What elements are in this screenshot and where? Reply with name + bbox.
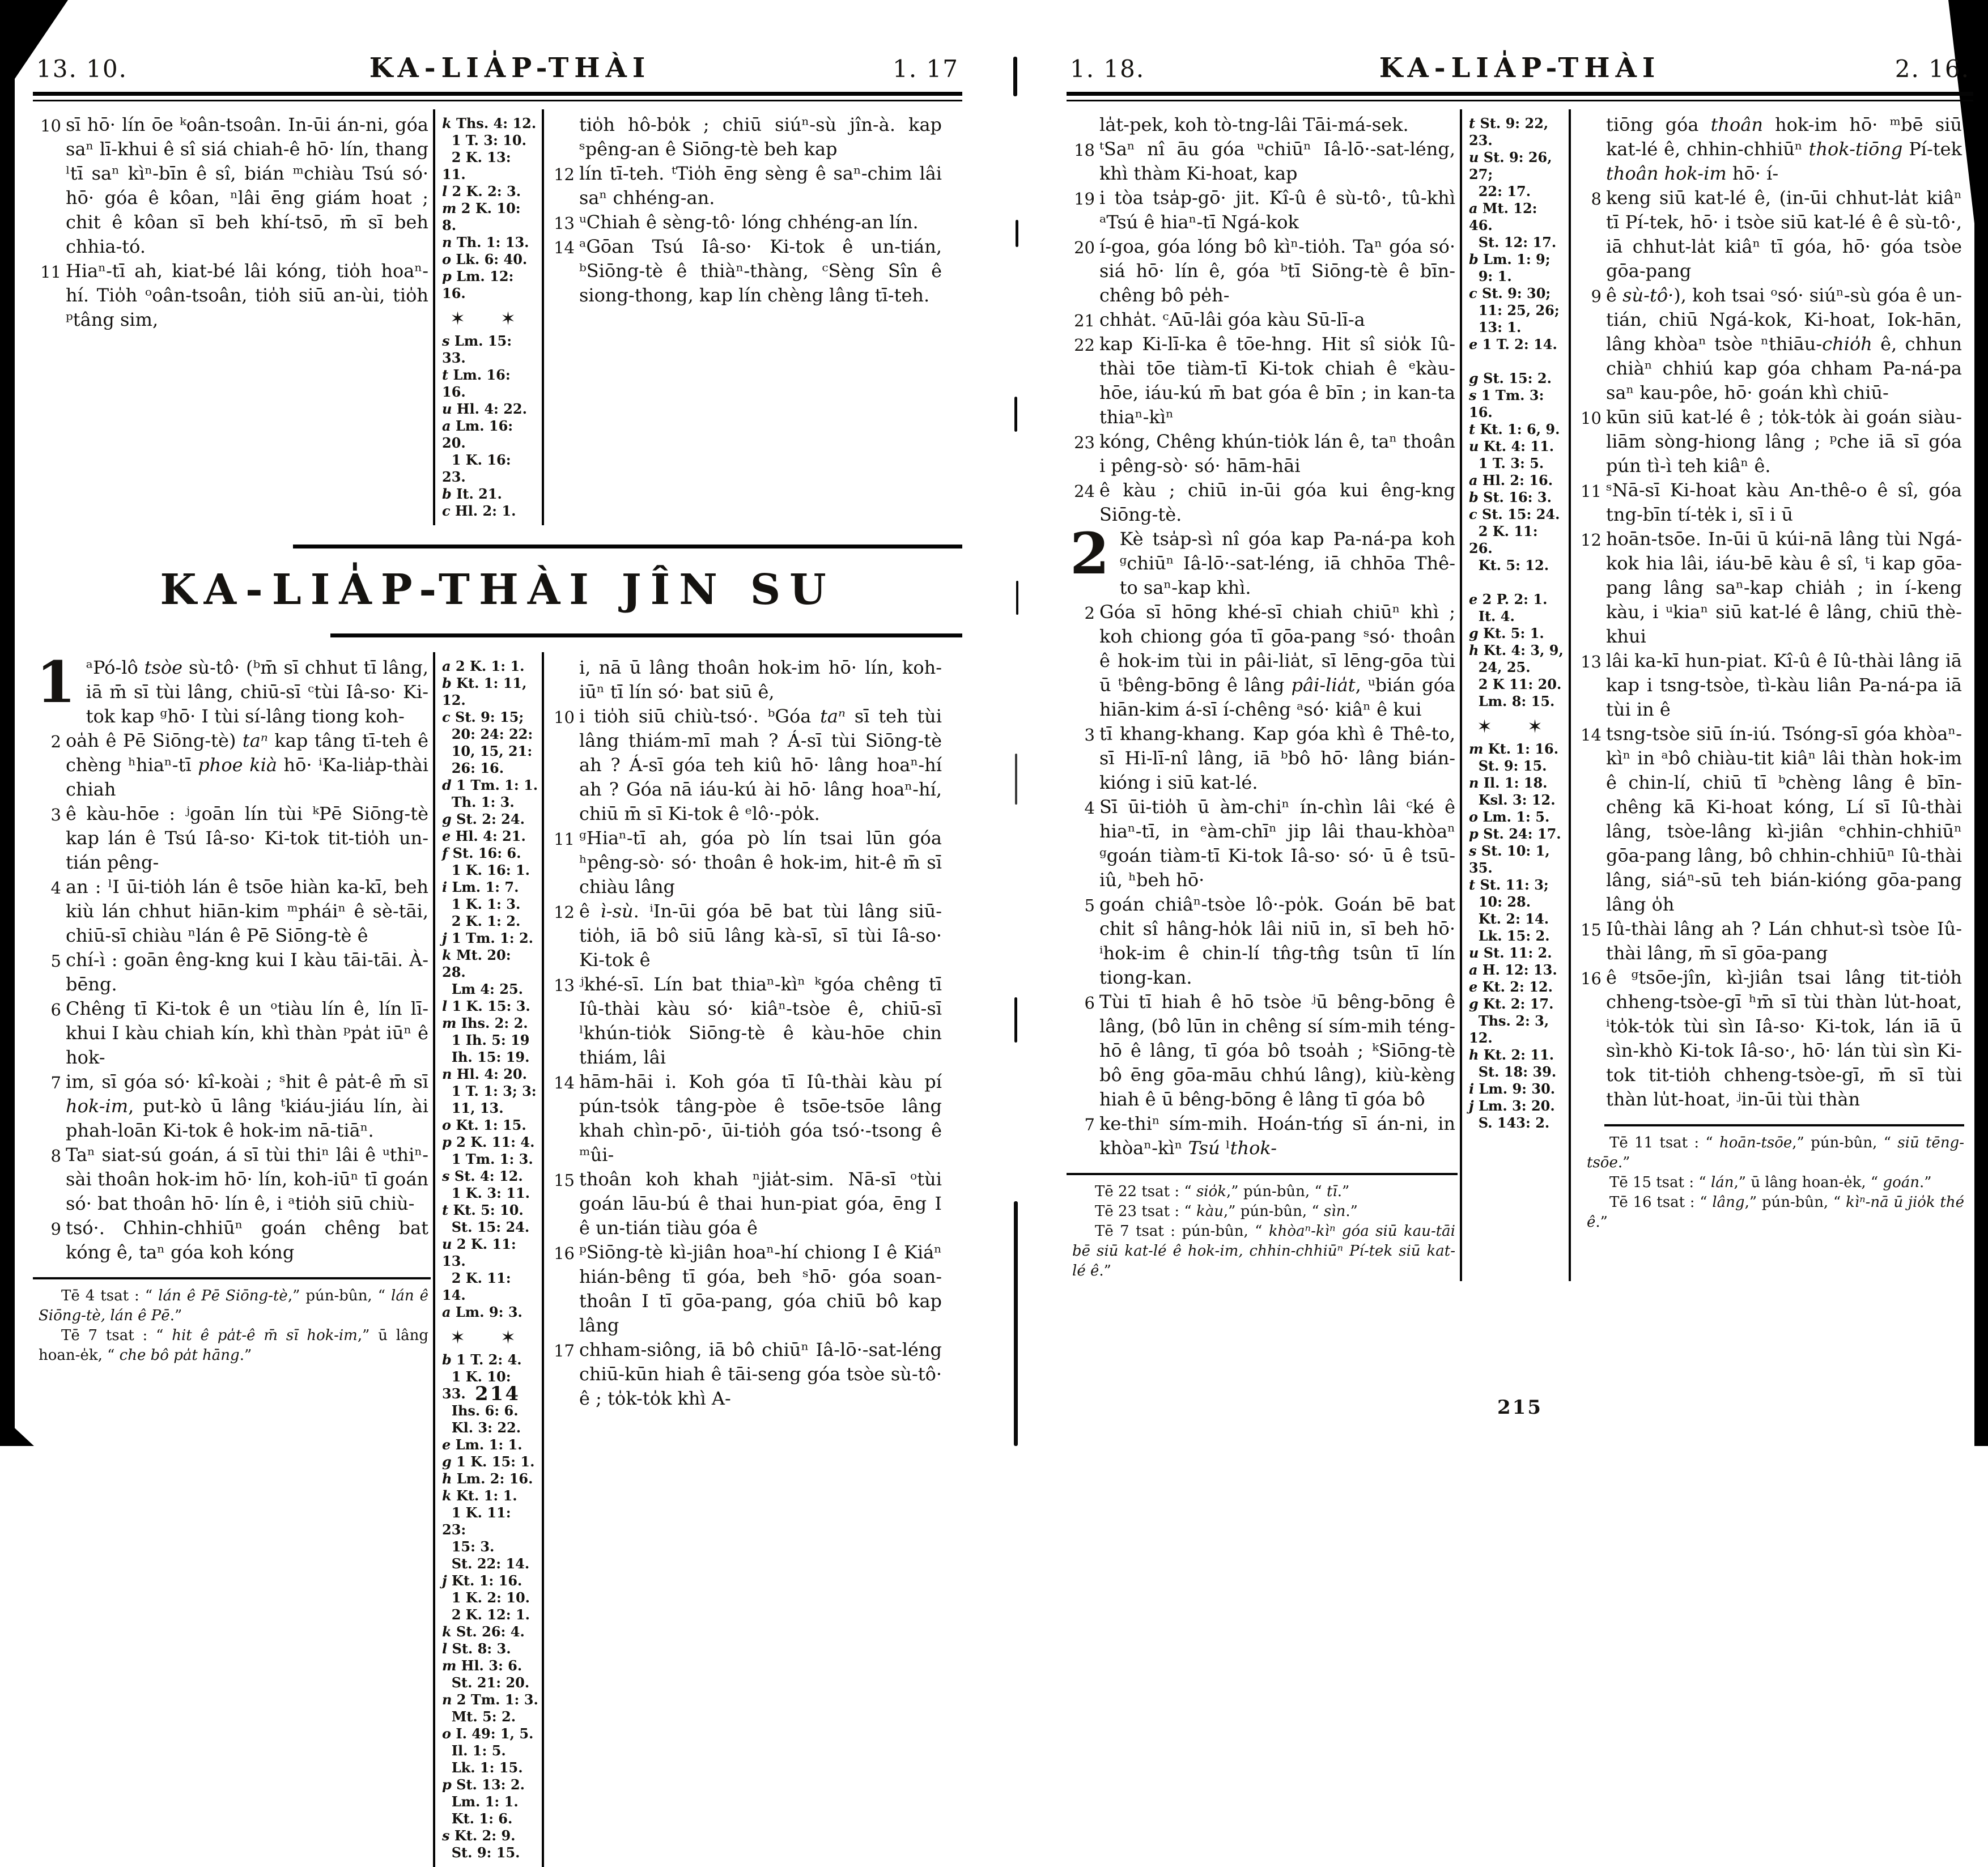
cross-reference: 1 T. 3: 10. [442, 132, 526, 148]
cross-reference: 15: 3. [442, 1538, 495, 1555]
cross-reference: u Kt. 4: 11. [1469, 438, 1554, 454]
cross-reference: 1 Ih. 5: 19 [442, 1032, 530, 1048]
cross-reference: g St. 15: 2. [1469, 370, 1552, 386]
verse-number: 21 [1074, 311, 1095, 330]
verse-number: 7 [1084, 1115, 1095, 1134]
verse-number: 9 [1591, 287, 1602, 306]
cross-reference: Lk. 1: 15. [442, 1759, 523, 1776]
verse: 8 Taⁿ siat-sú goán, á sī tùi thiⁿ lâi ê ᵘthiⁿ-sài thoân hok-im hō· lín, koh-iūⁿ tī goán só· bat thoân hō· lín ê, i ᵃtio̍h siū chiù- [66, 1143, 428, 1216]
cross-reference: Lm 4: 25. [442, 981, 524, 997]
cross-reference: e Lm. 1: 1. [442, 1436, 523, 1453]
cross-reference: i Lm. 1: 7. [442, 879, 519, 895]
book-title: KA-LIA̍P-THÀI JÎN SU [160, 565, 835, 614]
chapter-number: 2 [1070, 520, 1110, 587]
verse: 21 chha̍t. ᶜAū-lâi góa kàu Sū-lī-a [1099, 308, 1455, 332]
verse: 14 ᵃGōan Tsú Iâ-so· Ki-tok ê un-tián, ᵇSiōng-tè ê thiàⁿ-thàng, ᶜSèng Sîn ê siong-thong, kap lín chèng lâng tī-teh. [579, 235, 942, 308]
cross-reference: 1 K. 1: 3. [442, 896, 521, 912]
verse-number: 6 [50, 1000, 61, 1019]
cross-reference: St. 9: 15. [442, 1844, 520, 1861]
cross-reference: e 2 P. 2: 1. [1469, 591, 1548, 607]
cross-reference: 1 K. 10: 33. [442, 1368, 516, 1402]
verse-number: 22 [1074, 335, 1095, 355]
header-chapter-verse-right: 2. 16. [1894, 55, 1970, 83]
verse-number: 13 [554, 214, 575, 233]
verse: 12 ê ì-sù. ⁱIn-ūi góa bē bat tùi lâng siū-tio̍h, iā bô siū lâng kà-sī, sī tùi Iâ-so· Ki-tok ê [579, 899, 942, 972]
header-rule-thin [33, 100, 962, 101]
cross-reference: Kt. 1: 6. [442, 1810, 513, 1827]
cross-reference-column [1460, 109, 1571, 1281]
verse-number: 17 [554, 1341, 575, 1360]
footnote-rule [33, 1277, 431, 1279]
cross-reference: St. 12: 17. [1469, 234, 1557, 250]
cross-reference: s Kt. 2: 9. [442, 1827, 516, 1844]
verse: 12 hoān-tsōe. In-ūi ū kúi-nā lâng tùi Ngá-kok hia lâi, iáu-bē kàu ê sî, ᵗi kap gōa-pang lâng saⁿ-kap chia̍h ; in í-keng kàu, i ᵘkiaⁿ siū kat-lé ê lâng, chiū thè-khui [1606, 527, 1962, 649]
footnote: Tē 11 tsat : “ hoān-tsōe,” pún-bûn, “ siū tēng-tsōe.” [1587, 1134, 1964, 1171]
verse-number: 12 [554, 165, 575, 184]
verse: 14 hām-hāi i. Koh góa tī Iû-thài kàu pí pún-tso̍k tâng-pòe ê tsōe-tsōe lâng khah chìn-pō·, ūi-tio̍h góa tsó·-tsong ê ᵐûi- [579, 1070, 942, 1167]
verse: 6 Chêng tī Ki-tok ê un ᵒtiàu lín ê, lín lī-khui I kàu chiah kín, khì thàn ᵖpa̍t iūⁿ ê hok- [66, 997, 428, 1070]
verse-number: 18 [1074, 141, 1095, 160]
footnote: Tē 16 tsat : “ lâng,” pún-bûn, “ kìⁿ-nā ū jio̍k thé ê.” [1587, 1194, 1964, 1231]
cross-reference: 2 K. 11: 14. [442, 1270, 516, 1303]
verse: la̍t-pek, koh tò-tng-lâi Tāi-má-sek. [1099, 114, 1409, 135]
cross-reference: t St. 11: 3; [1469, 877, 1549, 893]
cross-reference: s St. 10: 1, 35. [1469, 843, 1555, 876]
verse: 10 sī hō· lín ōe ᵏoân-tsoân. In-ūi án-ni, góa saⁿ lī-khui ê sî siá chiah-ê hō· lín, thang ˡtī saⁿ kìⁿ-bīn ê sî, bián ᵐchiàu Tsú só· hō· góa ê kôan, ⁿlâi ēng giám hoat ; chit ê kôan sī beh khí-tsō, m̄ sī beh chhia-tó. [66, 113, 428, 259]
text-column [1573, 109, 1964, 1112]
cross-reference: Mt. 5: 2. [442, 1708, 516, 1725]
cross-reference: t St. 9: 22, 23. [1469, 115, 1553, 148]
cross-reference: 1 K. 3: 11. [442, 1185, 530, 1201]
verse-number: 7 [50, 1073, 61, 1092]
cross-reference: p 2 K. 11: 4. [442, 1134, 535, 1150]
verse: 11 Hiaⁿ-tī ah, kiat-bé lâi kóng, tio̍h hoaⁿ-hí. Tio̍h ᵒoân-tsoân, tio̍h siū an-ùi, tio̍h ᵖtâng sim, [66, 259, 428, 332]
cross-reference: 24, 25. [1469, 659, 1531, 675]
header-rule-thick [33, 92, 962, 96]
cross-reference: S. 143: 2. [1469, 1115, 1550, 1131]
verse: 13 ʲkhé-sī. Lín bat thiaⁿ-kìⁿ ᵏgóa chêng tī Iû-thài kàu só· kiâⁿ-tsòe ê, chiū-sī ˡkhún-tio̍k Siōng-tè ê kàu-hōe chin thiám, lâi [579, 972, 942, 1070]
section-divider-stars: ✶ ✶ [1477, 716, 1557, 737]
verse: 9 ê sù-tô·), koh tsai ᵒsó· siúⁿ-sù góa ê un-tián, chiū Ngá-kok, Ki-hoat, Iok-hān, lâng khòaⁿ tsòe ⁿthiāu-chio̍h ê, chhun chiàⁿ chhiú kap góa chham Pa-ná-pa saⁿ kau-pôe, hō· goán khì chiū- [1606, 283, 1962, 405]
cross-reference: u St. 11: 2. [1469, 945, 1552, 961]
verse-number: 13 [554, 976, 575, 995]
book-title-band [33, 545, 962, 637]
cross-reference: Th. 1: 3. [442, 794, 515, 810]
cross-reference: n 2 Tm. 1: 3. [442, 1691, 538, 1708]
cross-reference: c St. 9: 15; [442, 709, 524, 725]
cross-reference: St. 9: 15. [1469, 758, 1547, 774]
cross-reference: g Kt. 2: 17. [1469, 996, 1554, 1012]
verse: 16 ᵖSiōng-tè kì-jiân hoaⁿ-hí chiong I ê Kiáⁿ hián-bêng tī góa, beh ˢhō· góa soan-thoân I tī gōa-pang, góa chiū bô kap lâng [579, 1240, 942, 1338]
cross-reference: a H. 12: 13. [1469, 962, 1557, 978]
verse-number: 12 [554, 903, 575, 922]
binding-mark [1016, 220, 1018, 247]
cross-reference: c Hl. 2: 1. [442, 503, 516, 519]
text-column [33, 649, 431, 1265]
verse-number: 15 [1581, 920, 1602, 939]
cross-reference: Kt. 5: 12. [1469, 557, 1549, 573]
cross-reference: g Kt. 5: 1. [1469, 625, 1544, 641]
cross-reference: St. 18: 39. [1469, 1064, 1557, 1080]
footnote: Tē 23 tsat : “ kàu,” pún-bûn, “ sìn.” [1095, 1203, 1358, 1220]
cross-reference: 1 K. 16: 23. [442, 452, 516, 485]
cross-reference: p St. 13: 2. [442, 1776, 525, 1793]
verse: 5 chí-ì : goān êng-kng kui I kàu tāi-tāi. À-bēng. [66, 948, 428, 997]
verse-number: 10 [1581, 409, 1602, 428]
cross-reference: h Kt. 4: 3, 9, [1469, 642, 1564, 658]
cross-reference: a 2 K. 1: 1. [442, 658, 525, 674]
verse: 10 i tio̍h siū chiù-tsó·. ᵇGóa taⁿ sī teh tùi lâng thiám-mī mah ? Á-sī tùi Siōng-tè ah ? Á-sī góa teh kiû hō· lâng hoaⁿ-hí ah ? Góa nā iáu-kú ài hō· lâng hoaⁿ-hí, chiū m̄ sī Ki-tok ê ᵉlô·-po̍k. [579, 704, 942, 826]
cross-reference: j Kt. 1: 16. [442, 1572, 523, 1589]
section-divider-stars: ✶ ✶ [450, 1326, 530, 1348]
binding-mark [1016, 581, 1018, 615]
cross-reference: Lk. 15: 2. [1469, 928, 1550, 944]
cross-reference: b It. 21. [442, 486, 502, 502]
cross-reference: Ih. 15: 19. [442, 1049, 530, 1065]
verse-number: 2 [1084, 603, 1095, 623]
binding-mark [1015, 754, 1017, 805]
verse: 11 ᵍHiaⁿ-tī ah, góa pò lín tsai lūn góa ʰpêng-sò· só· thoân ê hok-im, hit-ê m̄ sī chiàu lâng [579, 826, 942, 899]
cross-reference: 13: 1. [1469, 319, 1522, 335]
footnote-block [33, 1286, 431, 1366]
cross-reference: 20: 24: 22: [442, 726, 533, 742]
cross-reference: h Kt. 2: 11. [1469, 1047, 1554, 1063]
cross-reference: j Lm. 3: 20. [1469, 1098, 1555, 1114]
cross-reference: l St. 8: 3. [442, 1640, 511, 1657]
cross-reference: 9: 1. [1469, 268, 1512, 284]
verse-number: 11 [40, 262, 61, 282]
cross-reference: 1 Tm. 1: 3. [442, 1151, 533, 1167]
text-column [33, 109, 431, 525]
verse-number: 2 [50, 732, 61, 751]
verse: 24 ê kàu ; chiū in-ūi góa kui êng-kng Siōng-tè. [1099, 478, 1455, 527]
left-page-header [33, 52, 962, 84]
cross-reference: s Lm. 15: 33. [442, 333, 517, 366]
verse-number: 12 [1581, 530, 1602, 550]
verse: 8 keng siū kat-lé ê, (in-ūi chhut-la̍t kiâⁿ tī Pí-tek, hō· i tsòe siū kat-lé ê ê sù-tô·, iā chhut-la̍t kiâⁿ tī góa, hō· góa tsòe gōa-pang [1606, 186, 1962, 283]
section-divider-stars: ✶ ✶ [450, 308, 530, 329]
cross-reference: a Lm. 9: 3. [442, 1304, 523, 1320]
cross-reference: b Kt. 1: 11, 12. [442, 675, 532, 708]
cross-reference: a Mt. 12: 46. [1469, 200, 1542, 233]
cross-reference: g 1 K. 15: 1. [442, 1453, 535, 1470]
verse: 15 Iû-thài lâng ah ? Lán chhut-sì tsòe Iû-thài lâng, m̄ sī gōa-pang [1606, 917, 1962, 966]
cross-reference: u 2 K. 11: 13. [442, 1236, 521, 1269]
footnote: Tē 22 tsat : “ sio̍k,” pún-bûn, “ tī.” [1095, 1183, 1350, 1200]
cross-reference: c St. 9: 30; [1469, 285, 1551, 301]
text-column [1067, 109, 1458, 1160]
footnote-block [1573, 1133, 1964, 1232]
verse-number: 5 [1084, 896, 1095, 915]
footnote-rule [1067, 1173, 1458, 1175]
page-number: 215 [1497, 1396, 1543, 1419]
cross-reference: g St. 2: 24. [442, 811, 525, 827]
cross-reference: k Kt. 1: 1. [442, 1487, 517, 1504]
right-page-header [1067, 52, 1973, 84]
cross-reference: Kt. 2: 14. [1469, 911, 1549, 927]
verse-number: 20 [1074, 238, 1095, 257]
cross-reference-column [433, 652, 544, 1867]
cross-reference: e Kt. 2: 12. [1469, 979, 1553, 995]
verse-number: 24 [1074, 482, 1095, 501]
reference-gap [1469, 574, 1565, 591]
footnote: Tē 7 tsat : “ hit ê pa̍t-ê m̄ sī hok-im,” ū lâng hoan-e̍k, “ che bô pa̍t hāng.” [39, 1327, 428, 1364]
cross-reference: i Lm. 9: 30. [1469, 1081, 1556, 1097]
verse: 1 ᵃPó-lô tsòe sù-tô· (ᵇm̄ sī chhut tī lâng, iā m̄ sī tùi lâng, chiū-sī ᶜtùi Iâ-so· Ki-tok kap ᵍhō· I tùi sí-lâng tiong koh- [36, 649, 429, 727]
binding-mark [1013, 57, 1017, 96]
cross-reference: Ihs. 6: 6. [442, 1402, 519, 1419]
verse-number: 8 [1591, 189, 1602, 209]
cross-reference: o I. 49: 1, 5. [442, 1725, 534, 1742]
text-column-wrap [1067, 109, 1458, 1281]
cross-reference: b 1 T. 2: 4. [442, 1351, 522, 1368]
cross-reference: m Ihs. 2: 2. [442, 1015, 528, 1031]
cross-reference: o Lk. 6: 40. [442, 251, 528, 267]
cross-reference: a Hl. 2: 16. [1469, 472, 1553, 488]
verse: 19 i tòa tsa̍p-gō· jit. Kî-û ê sù-tô·, tû-khì ᵃTsú ê hiaⁿ-tī Ngá-kok [1099, 186, 1455, 235]
verse-number: 16 [554, 1244, 575, 1263]
cross-reference: f St. 16: 6. [442, 845, 521, 861]
cross-reference: n Hl. 4: 20. [442, 1066, 527, 1082]
verse: 5 goán chiâⁿ-tsòe lô·-po̍k. Goán bē bat chi̍t sî hâng-ho̍k lâi niū in, sī beh hō· ⁱhok-im ê chin-lí tn̂g-tn̂g tsûn tī lín tiong-kan. [1099, 892, 1455, 990]
cross-reference: 26: 16. [442, 760, 504, 776]
verse: 4 an : ˡI ūi-tio̍h lán ê tsōe hiàn ka-kī, beh kiù lán chhut hiān-kim ᵐpháiⁿ ê sè-tāi, chiū-sī chiàu ⁿlán ê Pē Siōng-tè ê [66, 875, 428, 948]
verse: tiōng góa thoân hok-im hō· ᵐbē siū kat-lé ê, chhin-chhiūⁿ thok-tiōng Pí-tek thoân hok-im hō· í- [1606, 114, 1962, 184]
cross-reference: 2 K 11: 20. [1469, 676, 1562, 692]
cross-reference: St. 21: 20. [442, 1674, 530, 1691]
verse-number: 3 [1084, 725, 1095, 745]
verse: 9 tsó·. Chhin-chhiūⁿ goán chêng bat kóng ê, taⁿ góa koh kóng [66, 1216, 428, 1265]
verse: 15 thoân koh khah ⁿjia̍t-sim. Nā-sī ᵒtùi goán lāu-bú ê thai hun-piat góa, ēng I ê un-tián tiàu góa ê [579, 1167, 942, 1240]
cross-reference: Ksl. 3: 12. [1469, 792, 1556, 808]
verse-number: 19 [1074, 189, 1095, 209]
cross-reference: e 1 T. 2: 14. [1469, 336, 1557, 352]
verse: 13 lâi ka-kī hun-piat. Kî-û ê Iû-thài lâng iā kap i tsng-tsòe, tì-kàu liân Pa-ná-pa iā tùi in ê [1606, 649, 1962, 722]
header-chapter-verse-right: 1. 17 [893, 55, 959, 83]
header-rule-thin [1067, 100, 1973, 101]
verse-number: 13 [1581, 652, 1602, 671]
running-title: KA-LIA̍P-THÀI [369, 52, 651, 84]
footnote-block [1067, 1182, 1458, 1281]
verse: 14 tsng-tsòe siū ín-iú. Tsóng-sī góa khòaⁿ-kìⁿ in ᵃbô chiàu-tit kiâⁿ lâi thàn hok-im ê chin-lí, chiū tī ᵇchèng lâng ê bīn-chêng kā Ki-hoat kóng, Lí sī Iû-thài lâng, tsòe-lâng kì-jiân ᵉchhin-chhiūⁿ gōa-pang lâng, bô chhin-chhiūⁿ Iû-thài lâng, siáⁿ-sū teh bián-kióng gōa-pang lâng o̍h [1606, 722, 1962, 917]
left-page-main-section [33, 649, 962, 1867]
cross-reference: p St. 24: 17. [1469, 826, 1561, 842]
verse: 20 í-goa, góa lóng bô kìⁿ-tio̍h. Taⁿ góa só· siá hō· lín ê, góa ᵇtī Siōng-tè ê bīn-chêng bô pe̍h- [1099, 235, 1455, 308]
text-column-wrap [1573, 109, 1964, 1281]
verse: 2 Kè tsa̍p-sì nî góa kap Pa-ná-pa koh ᵍchiūⁿ Iâ-lō·-sat-léng, iā chhōa Thê-to saⁿ-kap khì. [1070, 520, 1455, 598]
verse-number: 14 [554, 1073, 575, 1092]
cross-reference: 2 K. 11: 26. [1469, 523, 1543, 556]
verse: 17 chham-siông, iā bô chiūⁿ Iâ-lō·-sat-léng chiū-kūn hiah ê tāi-seng góa tsòe sù-tô· ê ; to̍k-to̍k khì A- [579, 1338, 942, 1411]
left-page [33, 52, 962, 1867]
verse: 13 ᵘChiah ê sèng-tô· lóng chhéng-an lín. [579, 210, 942, 235]
verse-number: 11 [1581, 482, 1602, 501]
verse: 2 Góa sī hōng khé-sī chiah chiūⁿ khì ; koh chiong góa tī gōa-pang ˢsó· thoân ê hok-im tùi in pâi-lia̍t, sī lēng-gōa tùi ū ᵗbêng-bōng ê lâng pâi-lia̍t, ᵘbián góa hiān-kim á-sī í-chêng ᵃsó· kiâⁿ ê kui [1099, 600, 1455, 722]
title-rule-bottom [330, 633, 962, 637]
cross-reference: 1 T. 1: 3; 3: [442, 1083, 537, 1099]
text-column-wrap [33, 649, 431, 1867]
verse-number: 23 [1074, 433, 1095, 452]
verse: 7 im, sī góa só· kî-koài ; ˢhit ê pa̍t-ê m̄ sī hok-im, put-kò ū lâng ᵗkiáu-jiáu lín, ài phah-loān Ki-tok ê hok-im nā-tiāⁿ. [66, 1070, 428, 1143]
cross-reference: o Kt. 1: 15. [442, 1117, 526, 1133]
verse-number: 10 [40, 116, 61, 135]
verse: 18 ᵗSaⁿ nî āu góa ᵘchiūⁿ Iâ-lō·-sat-léng, khì thàm Ki-hoat, kap [1099, 137, 1455, 186]
footnote-rule [1604, 1124, 1964, 1126]
cross-reference: St. 22: 14. [442, 1555, 530, 1572]
cross-reference: s 1 Tm. 3: 16. [1469, 387, 1549, 420]
cross-reference: It. 4. [1469, 608, 1515, 624]
verse-number: 4 [50, 878, 61, 898]
footnote: Tē 7 tsat : pún-bûn, “ khòaⁿ-kìⁿ góa siū kau-tāi bē siū kat-lé ê hok-im, chhin-chhiūⁿ Pí-tek siū kat-lé ê.” [1072, 1223, 1455, 1279]
cross-reference: m Hl. 3: 6. [442, 1657, 523, 1674]
cross-reference: k St. 26: 4. [442, 1623, 525, 1640]
cross-reference: e Hl. 4: 21. [442, 828, 526, 844]
verse: 12 lín tī-teh. ᵗTio̍h ēng sèng ê saⁿ-chim lâi saⁿ chhéng-an. [579, 161, 942, 210]
cross-reference: Il. 1: 5. [442, 1742, 506, 1759]
verse-number: 16 [1581, 969, 1602, 988]
binding-mark [1014, 997, 1017, 1043]
verse-number: 15 [554, 1171, 575, 1190]
cross-reference: u Hl. 4: 22. [442, 401, 527, 417]
cross-reference: 1 K. 11: 23: [442, 1504, 516, 1538]
chapter-number: 1 [36, 649, 76, 716]
cross-reference: k Ths. 4: 12. [442, 115, 537, 131]
footnote: Tē 4 tsat : “ lán ê Pē Siōng-tè,” pún-bûn, “ lán ê Siōng-tè, lán ê Pē.” [39, 1287, 428, 1324]
verse-number: 14 [1581, 725, 1602, 745]
page-number: 214 [475, 1383, 520, 1405]
cross-reference: 1 T. 3: 5. [1469, 455, 1544, 471]
cross-reference: n Il. 1: 18. [1469, 775, 1548, 791]
verse-number: 10 [554, 708, 575, 727]
cross-reference: Kl. 3: 22. [442, 1419, 521, 1436]
verse: 10 kūn siū kat-lé ê ; to̍k-to̍k ài goán siàu-liām sòng-hiong lâng ; ᵖche iā sī góa pún tì-ì teh kiâⁿ ê. [1606, 405, 1962, 478]
cross-reference: 10: 28. [1469, 894, 1531, 910]
cross-reference: t Kt. 5: 10. [442, 1202, 524, 1218]
cross-reference: 1 K. 16: 1. [442, 862, 530, 878]
cross-reference: u St. 9: 26, 27; [1469, 149, 1557, 182]
cross-reference: Ths. 2: 3, 12. [1469, 1013, 1554, 1046]
verse: 6 Tùi tī hiah ê hō tsòe ʲū bêng-bōng ê lâng, (bô lūn in chêng sí sím-mih téng-hō ê lâng, tī góa bô tsoa̍h ; ᵏSiōng-tè bô ēng gōa-māu chhú lâng), kiù-kèng hiah ê ū bêng-bōng ê lâng tī góa bô [1099, 990, 1455, 1112]
verse: 23 kóng, Chêng khún-tio̍k lán ê, taⁿ thoân i pêng-sò· só· hām-hāi [1099, 429, 1455, 478]
cross-reference: p Lm. 12: 16. [442, 268, 519, 301]
verse-number: 5 [50, 951, 61, 971]
verse: tio̍h hô-bo̍k ; chiū siúⁿ-sù jîn-à. kap ˢpêng-an ê Siōng-tè beh kap [579, 114, 942, 160]
cross-reference: a Lm. 16: 20. [442, 418, 518, 451]
running-title: KA-LIA̍P-THÀI [1379, 52, 1661, 84]
cross-reference: n Th. 1: 13. [442, 234, 529, 250]
cross-reference: 1 K. 2: 10. [442, 1589, 530, 1606]
cross-reference: h Lm. 2: 16. [442, 1470, 533, 1487]
left-page-top-section [33, 109, 962, 525]
cross-reference: t Kt. 1: 6, 9. [1469, 421, 1560, 437]
cross-reference: l 2 K. 2: 3. [442, 183, 521, 199]
cross-reference: m 2 K. 10: 8. [442, 200, 526, 233]
binding-mark [1014, 1201, 1018, 1446]
verse: i, nā ū lâng thoân hok-im hō· lín, koh-iūⁿ tī lín só· bat siū ê, [579, 657, 942, 703]
cross-reference: 11: 25, 26; [1469, 302, 1560, 318]
reference-gap [1469, 353, 1565, 370]
cross-reference: 2 K. 13: 11. [442, 149, 516, 182]
header-rule-thick [1067, 92, 1973, 96]
header-chapter-verse-left: 1. 18. [1070, 55, 1145, 83]
verse: 3 ê kàu-hōe : ʲgoān lín tùi ᵏPē Siōng-tè kap lán ê Tsú Iâ-so· Ki-tok tit-tio̍h un-tián pêng- [66, 802, 428, 875]
cross-reference: 10, 15, 21: [442, 743, 533, 759]
verse: 3 tī khang-khang. Kap góa khì ê Thê-to, sī Hi-lī-nî lâng, iā ᵇbô hō· lâng bián-kióng i siū kat-lé. [1099, 722, 1455, 795]
footnote: Tē 15 tsat : “ lán,” ū lâng hoan-e̍k, “ goán.” [1609, 1174, 1932, 1191]
verse: 7 ke-thiⁿ sím-mih. Hoán-tńg sī án-ni, in khòaⁿ-kìⁿ Tsú ˡthok- [1099, 1112, 1455, 1160]
text-column [546, 652, 944, 1867]
cross-reference: 22: 17. [1469, 183, 1531, 199]
right-page [1067, 52, 1973, 1419]
cross-reference-column [433, 109, 544, 525]
cross-reference: Lm. 1: 1. [442, 1793, 519, 1810]
header-chapter-verse-left: 13. 10. [36, 55, 128, 83]
cross-reference: t Lm. 16: 16. [442, 367, 516, 400]
cross-reference: St. 15: 24. [442, 1219, 530, 1235]
verse-number: 11 [554, 830, 575, 849]
cross-reference: 2 K. 12: 1. [442, 1606, 530, 1623]
right-page-main-section [1067, 109, 1973, 1281]
cross-reference: c St. 15: 24. [1469, 506, 1560, 522]
verse: 2 oa̍h ê Pē Siōng-tè) taⁿ kap tâng tī-teh ê chèng ʰhiaⁿ-tī phoe kià hō· ⁱKa-lia̍p-thài chiah [66, 729, 428, 802]
cross-reference: d 1 Tm. 1: 1. [442, 777, 538, 793]
cross-reference: s St. 4: 12. [442, 1168, 523, 1184]
cross-reference: b Lm. 1: 9; [1469, 251, 1551, 267]
verse: 16 ê ᵍtsōe-jîn, kì-jiân tsai lâng tit-tio̍h chheng-tsòe-gī ʰm̄ sī tùi thàn lu̍t-hoat, ⁱto̍k-to̍k tùi sìn Iâ-so· Ki-tok, lán iā ū sìn-khò Ki-tok Iâ-so·, hō· lán tùi sìn Ki-tok tit-tio̍h chheng-tsòe-gī, m̄ sī tùi thàn lu̍t-hoat, ʲin-ūi tùi thàn [1606, 966, 1962, 1112]
cross-reference: b St. 16: 3. [1469, 489, 1552, 505]
cross-reference: 2 K. 1: 2. [442, 913, 521, 929]
cross-reference: Lm. 8: 15. [1469, 693, 1555, 709]
title-rule-top [293, 545, 962, 548]
cross-reference: j 1 Tm. 1: 2. [442, 930, 534, 946]
cross-reference: 11, 13. [442, 1100, 504, 1116]
verse-number: 8 [50, 1146, 61, 1166]
text-column [546, 109, 944, 525]
cross-reference: m Kt. 1: 16. [1469, 741, 1559, 757]
verse-number: 3 [50, 805, 61, 824]
verse: 4 Sī ūi-tio̍h ū àm-chiⁿ ín-chìn lâi ᶜké ê hiaⁿ-tī, in ᵉàm-chīⁿ jip lâi thau-khòaⁿ ᵍgoán tiàm-tī Ki-tok Iâ-so· só· ū ê tsū-iû, ʰbeh hō· [1099, 795, 1455, 892]
cross-reference: l 1 K. 15: 3. [442, 998, 530, 1014]
verse-number: 6 [1084, 993, 1095, 1013]
verse-number: 14 [554, 238, 575, 257]
verse-number: 4 [1084, 798, 1095, 818]
cross-reference: o Lm. 1: 5. [1469, 809, 1550, 825]
verse: 22 kap Ki-lī-ka ê tōe-hng. Hit sî sio̍k Iû-thài tōe tiàm-tī Ki-tok chiah ê ᵉkàu-hōe, iáu-kú m̄ bat góa ê bīn ; in kan-ta thiaⁿ-kìⁿ [1099, 332, 1455, 429]
verse: 11 ˢNā-sī Ki-hoat kàu An-thê-o ê sî, góa tng-bīn tí-te̍k i, sī i ū [1606, 478, 1962, 527]
cross-reference: k Mt. 20: 28. [442, 947, 516, 980]
binding-mark [1014, 397, 1017, 432]
verse-number: 9 [50, 1219, 61, 1239]
